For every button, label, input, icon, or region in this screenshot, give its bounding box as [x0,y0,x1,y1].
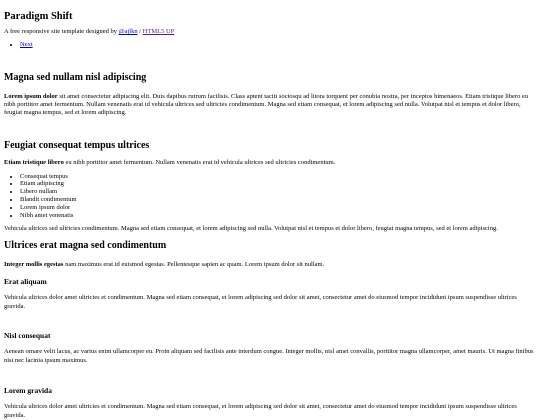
nav-item-next [20,41,33,49]
section-nisl-consequat [4,331,536,365]
subsection-heading: Erat aliquam [4,277,47,286]
section-erat-aliquam [4,277,536,311]
paragraph-text: sit amet consectetur adipiscing elit. Duis dapibus rutrum facilisis. Class aptent taciti sociosqu ad litora torquent per conubia nostra, per inceptos himenaeos. Etiam tristique libero eu nibh porttitor amet fermentum. Nullam venenatis erat id vehicula ultrices sed ultricies condimentum. Magna sed etiam consequat, et lorem adipiscing sed nulla. Volutpat nisl et tempus et dolor libero, feugiat magna tempus, sed et lorem adipiscing. [4,92,529,116]
lead-bold: Lorem ipsum dolor [4,92,58,100]
subsection-heading: Lorem gravida [4,386,52,395]
list-item: • Nibh amet venenatis [20,212,536,220]
paragraph-text: nam maximus erat id euismod egestas. Pellentesque sapien ac quam. Lorem ipsum dolor sit nullam. [63,260,325,268]
top-nav [4,41,33,49]
list-item: • Libero nullam [20,188,536,196]
section-paragraph: Vehicula ultrices sed ultricies condimentum. Magna sed etiam consequat, et lorem adipiscing sed nulla. Volutpat nisl et tempus et dolor libero, feugiat magna tempus, sed et lorem adipiscing. [4,225,498,233]
html5up-link[interactable]: HTML5 UP [142,28,175,35]
list-item: • Etiam adipiscing [20,180,536,188]
lead-bold: Integer mollis egestas [4,260,64,268]
section-paragraph: Vehicula ultrices dolor amet ultricies et condimentum. Magna sed etiam consequat, et lorem adipiscing sed dolor sit amet, consectetur amet do eiusmod tempor incididunt ipsum suspendisse ultrices gravida. [4,294,517,310]
section-magna [4,72,536,117]
section-heading: Ultrices erat magna sed condimentum [4,240,167,251]
site-title: Paradigm Shift [4,11,73,22]
section-heading: Feugiat consequat tempus ultrices [4,140,150,151]
section-heading: Magna sed nullam nisl adipiscing [4,72,147,83]
feature-list [4,173,536,220]
section-paragraph: Vehicula ultrices dolor amet ultricies et condimentum. Magna sed etiam consequat, et lorem adipiscing sed dolor sit amet, consectetur amet do eiusmod tempor incididunt ipsum suspendisse ultrices gravida. [4,403,517,419]
section-lorem-gravida [4,386,536,420]
list-item: • Lorem ipsum dolor [20,204,536,212]
subsection-heading: Nisl consequat [4,331,51,340]
tagline [4,28,174,36]
author-link[interactable]: @ajlkn [118,28,138,35]
section-paragraph [4,93,536,117]
paragraph-text: eu nibh porttitor amet fermentum. Nullam venenatis erat id vehicula ultrices sed ultricies condimentum. [63,158,336,166]
section-paragraph: Aenean ornare velit lacus, ac varius enim ullamcorper eu. Proin aliquam sed facilisis ante interdum congue. Integer mollis, nisl amet convallis, porttitor magna ullamcorper, amet mauris. Ut magna finibus nisi nec lacinia ipsum maximus. [4,348,534,364]
tagline-separator: / [137,28,143,35]
tagline-prefix: A free responsive site template designed by [4,28,119,35]
section-feugiat [4,140,536,234]
list-item: • Blandit condimentum [20,196,536,204]
section-paragraph [4,261,536,269]
section-ultrices [4,240,536,269]
section-paragraph [4,159,536,167]
next-link[interactable]: Next [20,41,33,48]
list-item: • Consequat tempus [20,173,536,181]
lead-bold: Etiam tristique libero [4,158,64,166]
